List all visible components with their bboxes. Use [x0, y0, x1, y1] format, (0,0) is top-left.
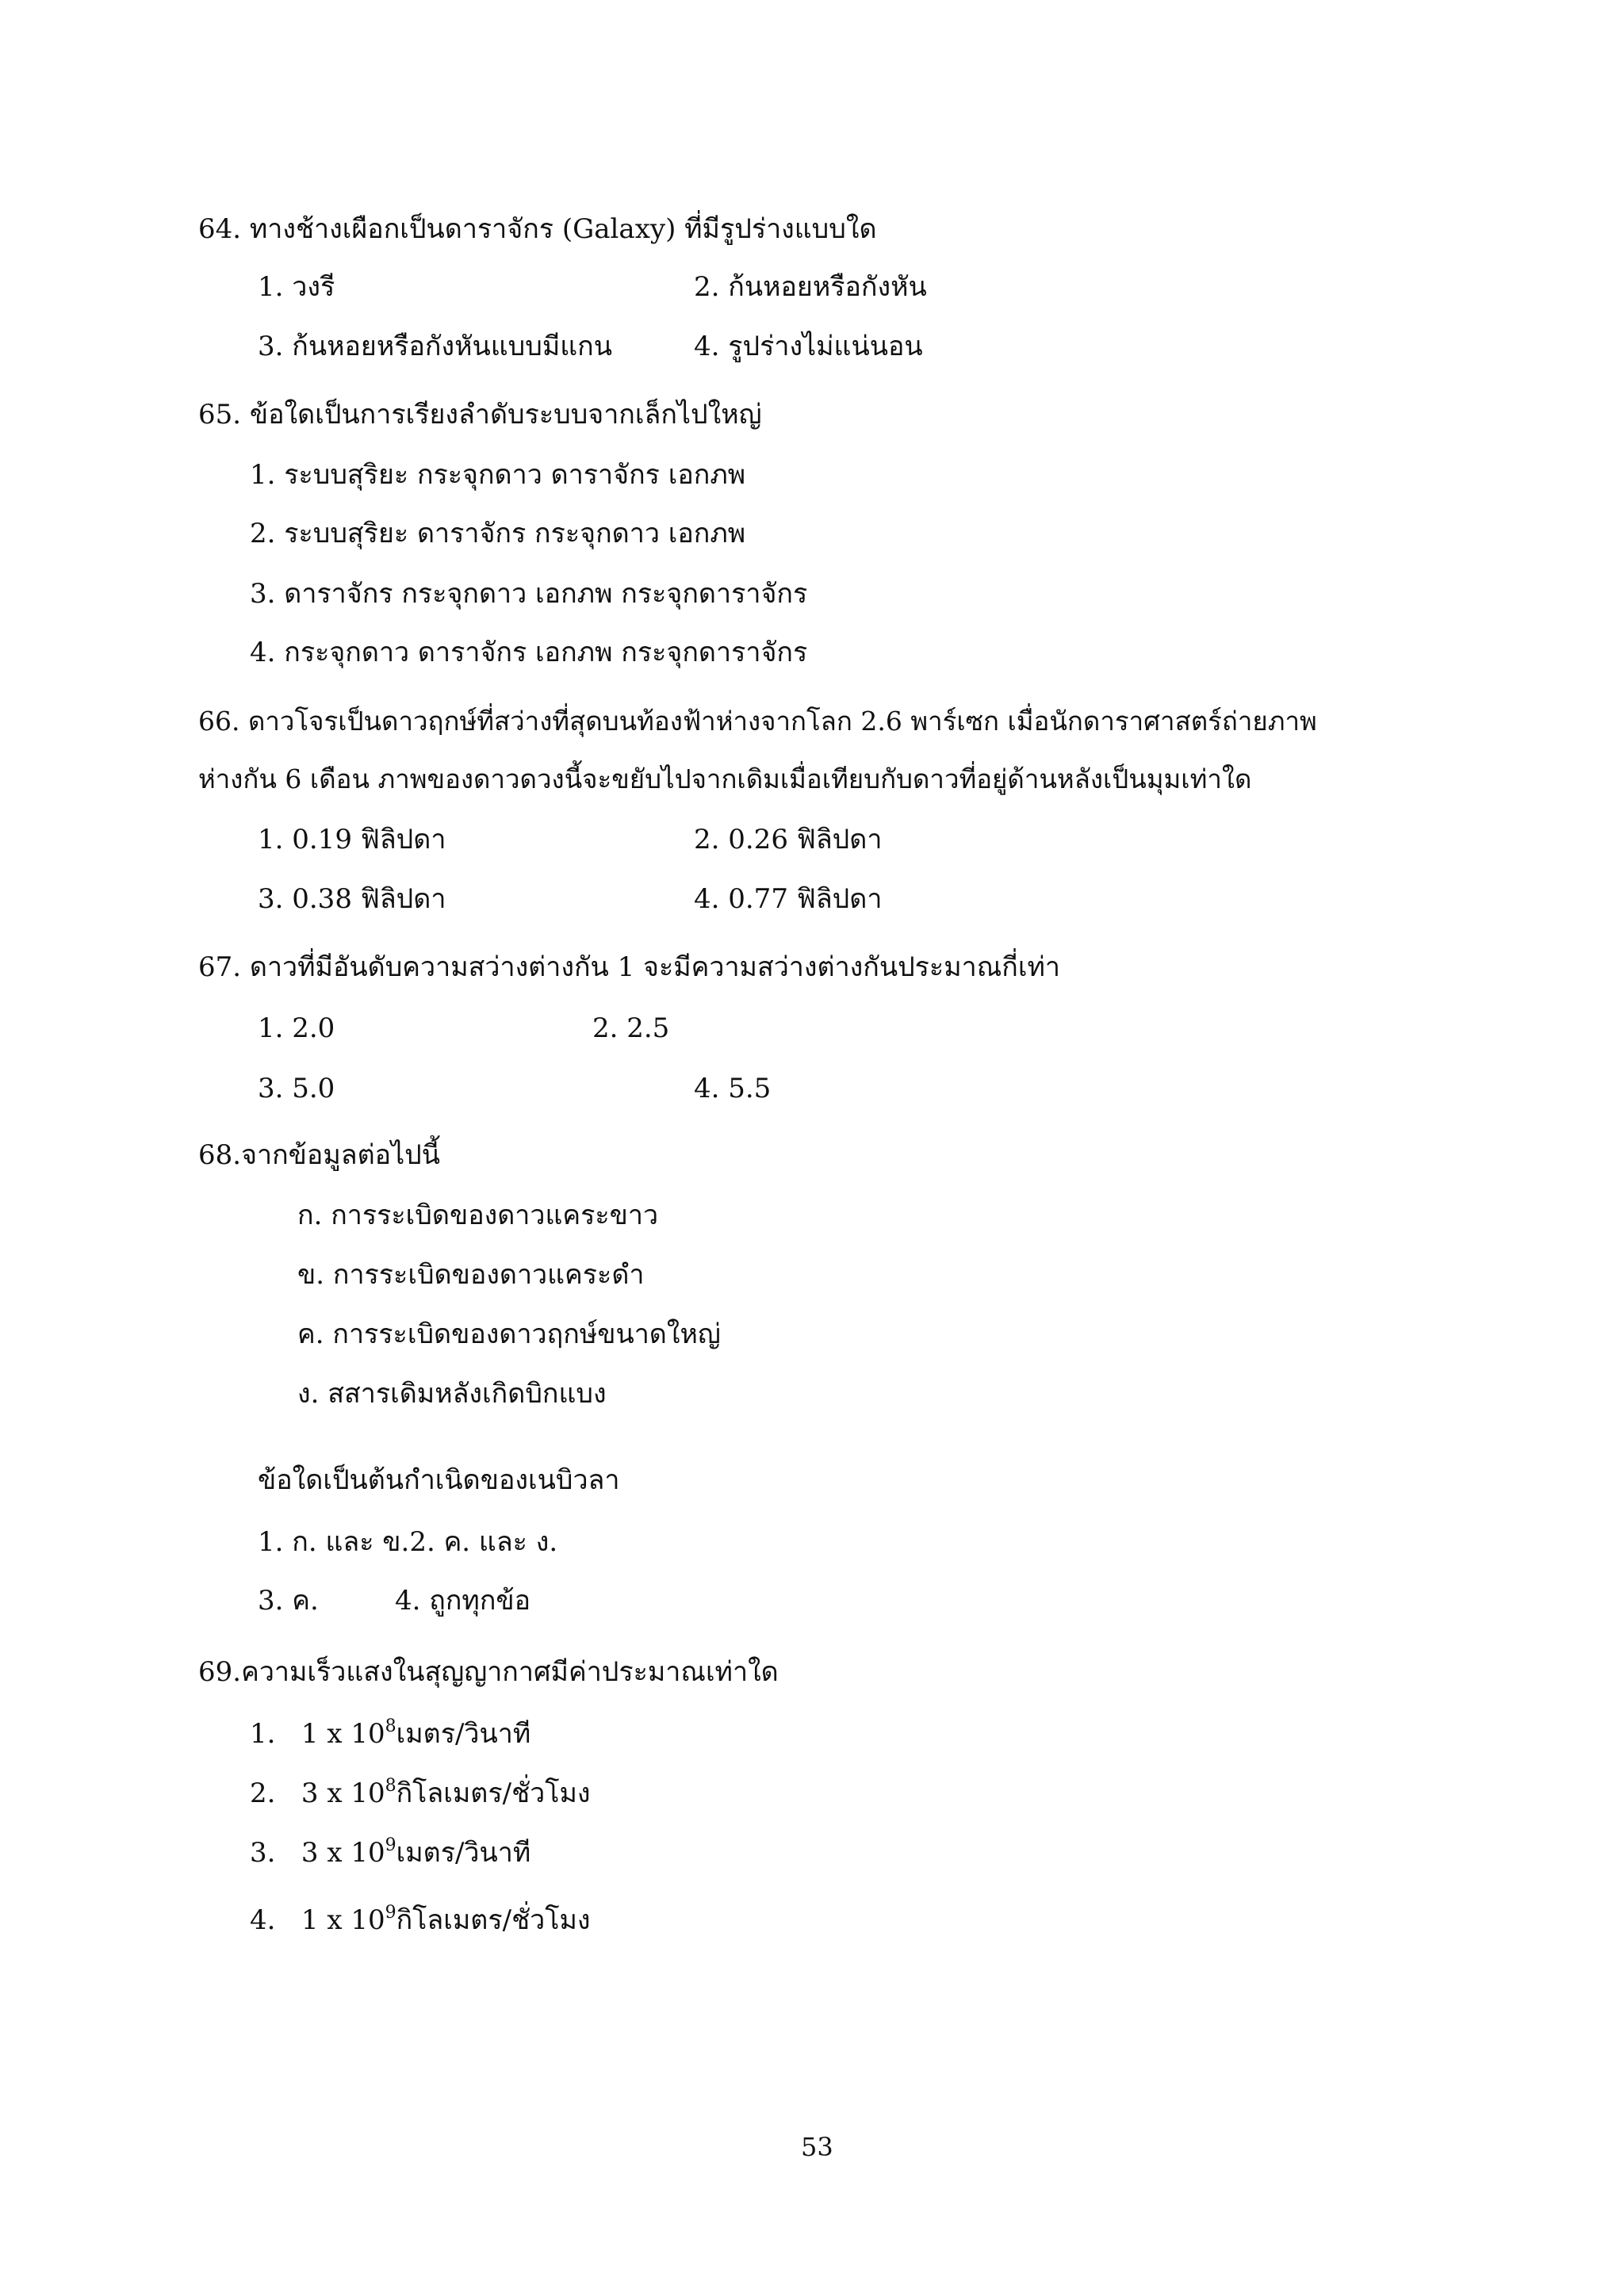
q68-sub-question: ข้อใดเป็นต้นกำเนิดของเนบิวลา [258, 1464, 620, 1496]
question-66-line-2: ห่างกัน 6 เดือน ภาพของดาวดวงนี้จะขยับไปจากเดิมเมื่อเทียบกับดาวที่อยู่ด้านหลังเป็นมุมเท่าใด [198, 763, 1252, 794]
option-number: 1. [250, 1718, 276, 1750]
option-number: 4. [250, 1904, 276, 1936]
option-unit: กิโลเมตร/ชั่วโมง [396, 1904, 591, 1936]
question-68: 68.จากข้อมูลต่อไปนี้ [198, 1139, 441, 1171]
option-exponent: 9 [385, 1903, 396, 1923]
q69-option-3 [250, 1835, 531, 1869]
q67-option-4: 4. 5.5 [694, 1073, 772, 1104]
q65-option-3: 3. ดาราจักร กระจุกดาว เอกภพ กระจุกดาราจักร [250, 578, 808, 610]
q66-option-1: 1. 0.19 ฟิลิปดา [258, 824, 446, 855]
question-69: 69.ความเร็วแสงในสุญญากาศมีค่าประมาณเท่าใด [198, 1656, 779, 1688]
q64-option-1: 1. วงรี [258, 271, 335, 303]
q68-item-kho: ข. การระเบิดของดาวแคระดำ [297, 1259, 645, 1291]
option-exponent: 9 [385, 1835, 396, 1855]
q69-option-1 [250, 1716, 531, 1750]
q65-option-4: 4. กระจุกดาว ดาราจักร เอกภพ กระจุกดาราจักร [250, 637, 808, 668]
q66-option-4: 4. 0.77 ฟิลิปดา [694, 883, 883, 915]
q69-option-4 [250, 1903, 591, 1936]
page-number: 53 [801, 2132, 833, 2162]
option-unit: เมตร/วินาที [396, 1837, 531, 1869]
q65-option-1: 1. ระบบสุริยะ กระจุกดาว ดาราจักร เอกภพ [250, 459, 746, 491]
q64-option-2: 2. ก้นหอยหรือกังหัน [694, 271, 927, 303]
q66-option-2: 2. 0.26 ฟิลิปดา [694, 824, 883, 855]
option-exponent: 8 [385, 1716, 396, 1736]
q68-item-kho-khwai: ค. การระเบิดของดาวฤกษ์ขนาดใหญ่ [297, 1318, 721, 1350]
option-base: 1 x 10 [301, 1904, 385, 1936]
option-base: 1 x 10 [301, 1718, 385, 1750]
q67-option-1: 1. 2.0 [258, 1012, 335, 1044]
option-unit: เมตร/วินาที [396, 1718, 531, 1750]
option-number: 2. [250, 1777, 276, 1809]
q67-option-2: 2. 2.5 [592, 1012, 670, 1044]
option-unit: กิโลเมตร/ชั่วโมง [396, 1777, 591, 1809]
option-number: 3. [250, 1837, 276, 1869]
q66-option-3: 3. 0.38 ฟิลิปดา [258, 883, 446, 915]
q68-option-3: 3. ค. [258, 1585, 319, 1617]
q68-item-ko: ก. การระเบิดของดาวแคระขาว [297, 1200, 659, 1231]
q68-option-4: 4. ถูกทุกข้อ [395, 1585, 531, 1617]
q68-options-1-2: 1. ก. และ ข.2. ค. และ ง. [258, 1526, 558, 1558]
q64-option-4: 4. รูปร่างไม่แน่นอน [694, 331, 923, 362]
question-65: 65. ข้อใดเป็นการเรียงลำดับระบบจากเล็กไปใหญ่ [198, 399, 762, 430]
option-base: 3 x 10 [301, 1777, 385, 1809]
option-exponent: 8 [385, 1776, 396, 1796]
question-66-line-1: 66. ดาวโจรเป็นดาวฤกษ์ที่สว่างที่สุดบนท้องฟ้าห่างจากโลก 2.6 พาร์เซก เมื่อนักดาราศาสตร์ถ่ายภาพ [198, 706, 1317, 737]
q69-option-2 [250, 1776, 591, 1809]
q65-option-2: 2. ระบบสุริยะ ดาราจักร กระจุกดาว เอกภพ [250, 518, 746, 549]
question-64: 64. ทางช้างเผือกเป็นดาราจักร (Galaxy) ที่มีรูปร่างแบบใด [198, 213, 877, 245]
question-67: 67. ดาวที่มีอันดับความสว่างต่างกัน 1 จะมีความสว่างต่างกันประมาณกี่เท่า [198, 951, 1060, 983]
option-base: 3 x 10 [301, 1837, 385, 1869]
q67-option-3: 3. 5.0 [258, 1073, 335, 1104]
q68-item-ngo: ง. สสารเดิมหลังเกิดบิกแบง [297, 1378, 607, 1410]
q64-option-3: 3. ก้นหอยหรือกังหันแบบมีแกน [258, 331, 612, 362]
